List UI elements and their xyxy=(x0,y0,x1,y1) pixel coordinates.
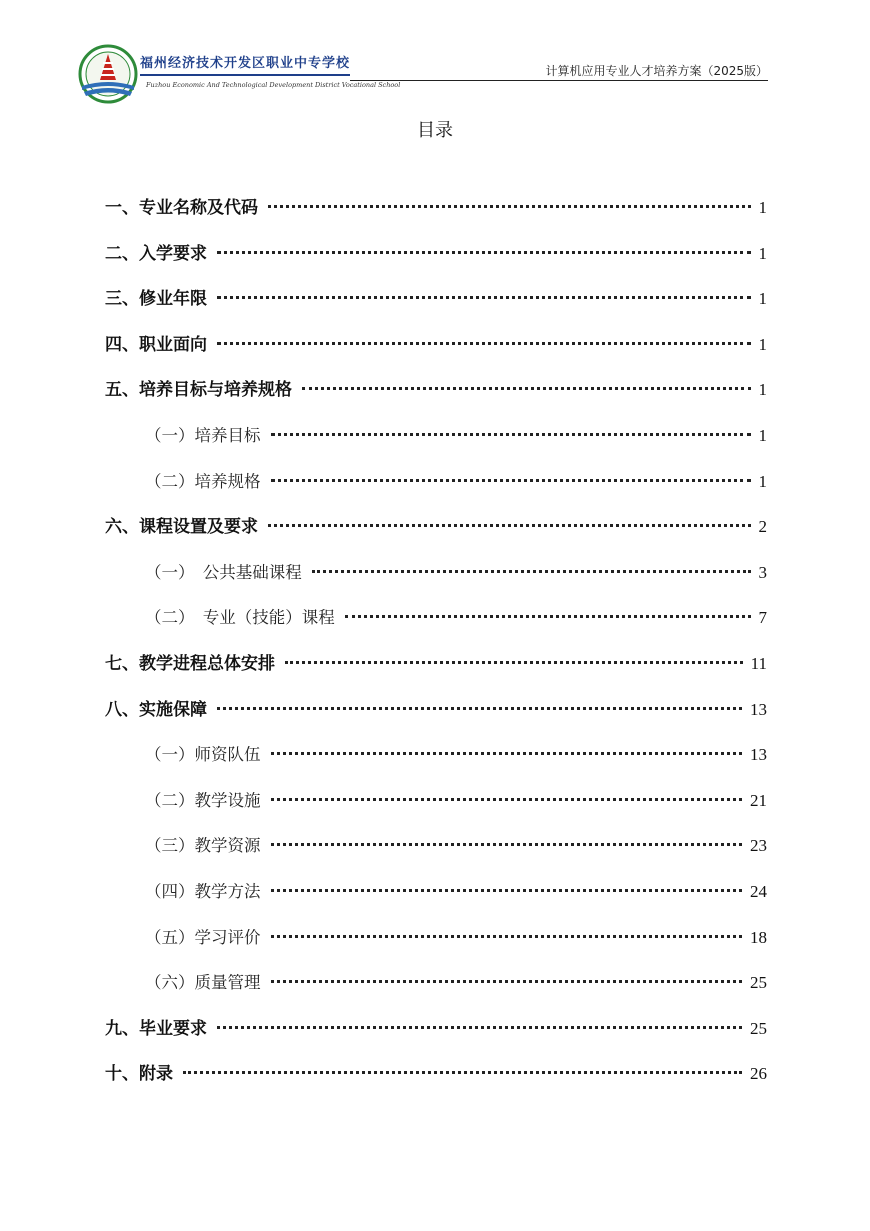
toc-entry-page: 1 xyxy=(758,380,767,400)
toc-entry-page: 2 xyxy=(758,517,767,537)
toc-entry-page: 1 xyxy=(758,198,767,217)
toc-entry-label: （六）质量管理 xyxy=(145,973,261,993)
toc-entry-page: 13 xyxy=(750,745,767,765)
toc-entry-page: 3 xyxy=(758,562,767,582)
toc-dot-leader xyxy=(271,421,751,436)
toc-entry-page: 18 xyxy=(750,927,767,947)
toc-dot-leader xyxy=(271,923,743,938)
toc-entry-label: （三）教学资源 xyxy=(145,836,261,856)
header-rule xyxy=(350,80,768,81)
toc-dot-leader xyxy=(302,375,751,390)
toc-entry-label: （二）教学设施 xyxy=(145,790,261,810)
school-name-en: Fuzhou Economic And Technological Development District Vocational School xyxy=(146,81,401,89)
toc-entry-page: 23 xyxy=(750,836,767,856)
school-logo xyxy=(76,44,140,104)
toc-dot-leader xyxy=(271,831,743,846)
toc-entry-page: 11 xyxy=(750,653,767,673)
toc-entry-label: （二）培养规格 xyxy=(145,471,261,491)
toc-entry-label: 三、修业年限 xyxy=(105,289,207,310)
toc-dot-leader xyxy=(271,786,743,801)
toc-dot-leader xyxy=(217,330,751,345)
toc-entry[interactable] xyxy=(105,1011,767,1057)
toc-dot-leader xyxy=(217,695,742,710)
toc-entry-label: 九、毕业要求 xyxy=(105,1018,207,1039)
toc-entry-label: 七、教学进程总体安排 xyxy=(105,653,275,674)
toc-entry-label: 四、职业面向 xyxy=(105,334,207,355)
toc-entry[interactable] xyxy=(105,737,767,783)
toc-entry-page: 24 xyxy=(750,881,767,901)
toc-entry-label: （四）教学方法 xyxy=(145,881,261,901)
toc-entry[interactable] xyxy=(105,874,767,920)
toc-entry[interactable] xyxy=(105,783,767,829)
toc-entry[interactable] xyxy=(105,509,767,555)
toc-entry[interactable] xyxy=(105,1056,767,1102)
toc-heading: 目录 xyxy=(417,120,453,141)
toc-entry-label: 八、实施保障 xyxy=(105,699,207,720)
toc-dot-leader xyxy=(217,239,751,254)
toc-dot-leader xyxy=(268,193,751,208)
toc-entry-page: 1 xyxy=(758,471,767,491)
toc-entry-page: 7 xyxy=(758,608,767,628)
toc-entry[interactable] xyxy=(105,920,767,966)
toc-entry-page: 1 xyxy=(758,334,767,354)
toc-dot-leader xyxy=(217,1014,742,1029)
toc-entry[interactable] xyxy=(105,327,767,373)
toc-entry-label: 十、附录 xyxy=(105,1064,173,1085)
toc-entry-page: 25 xyxy=(750,1018,767,1038)
toc-entry-page: 1 xyxy=(758,243,767,263)
toc-entry-page: 13 xyxy=(750,699,767,719)
toc-entry[interactable] xyxy=(105,418,767,464)
page-header xyxy=(0,0,870,110)
header-rule-accent xyxy=(140,74,350,76)
toc-dot-leader xyxy=(271,877,743,892)
toc-entry-page: 1 xyxy=(758,425,767,445)
toc-entry-page: 21 xyxy=(750,790,767,810)
toc-entry[interactable] xyxy=(105,236,767,282)
school-name-cn: 福州经济技术开发区职业中专学校 xyxy=(140,56,351,71)
toc-entry[interactable] xyxy=(105,828,767,874)
toc-dot-leader xyxy=(271,968,743,983)
toc-entry-label: 五、培养目标与培养规格 xyxy=(105,380,292,401)
toc-entry-page: 1 xyxy=(758,289,767,309)
toc-entry-label: 六、课程设置及要求 xyxy=(105,517,258,538)
toc-entry[interactable] xyxy=(105,965,767,1011)
toc-dot-leader xyxy=(345,603,751,618)
toc-dot-leader xyxy=(183,1059,742,1074)
toc-entry[interactable] xyxy=(105,555,767,601)
toc-entry-label: 二、入学要求 xyxy=(105,243,207,264)
toc-entry-label: （二） 专业（技能）课程 xyxy=(145,608,335,628)
document-title: 计算机应用专业人才培养方案（2025版） xyxy=(545,64,768,78)
toc-dot-leader xyxy=(312,558,751,573)
toc-entry-label: （一） 公共基础课程 xyxy=(145,562,302,582)
toc-entry-label: （一）师资队伍 xyxy=(145,745,261,765)
toc-entry-label: （一）培养目标 xyxy=(145,425,261,445)
toc-dot-leader xyxy=(217,284,751,299)
toc-entry-label: 一、专业名称及代码 xyxy=(105,198,258,218)
toc-dot-leader xyxy=(268,512,751,527)
toc-dot-leader xyxy=(271,740,743,755)
toc-entry[interactable] xyxy=(105,372,767,418)
toc-dot-leader xyxy=(271,467,751,482)
toc-entry-page: 26 xyxy=(750,1064,767,1084)
toc-entry[interactable] xyxy=(105,464,767,510)
toc-entry[interactable] xyxy=(105,692,767,738)
table-of-contents xyxy=(105,190,767,1102)
toc-entry[interactable] xyxy=(105,190,767,236)
toc-entry[interactable] xyxy=(105,600,767,646)
toc-entry[interactable] xyxy=(105,646,767,692)
toc-entry[interactable] xyxy=(105,281,767,327)
toc-entry-label: （五）学习评价 xyxy=(145,927,261,947)
toc-dot-leader xyxy=(285,649,743,664)
toc-entry-page: 25 xyxy=(750,973,767,993)
